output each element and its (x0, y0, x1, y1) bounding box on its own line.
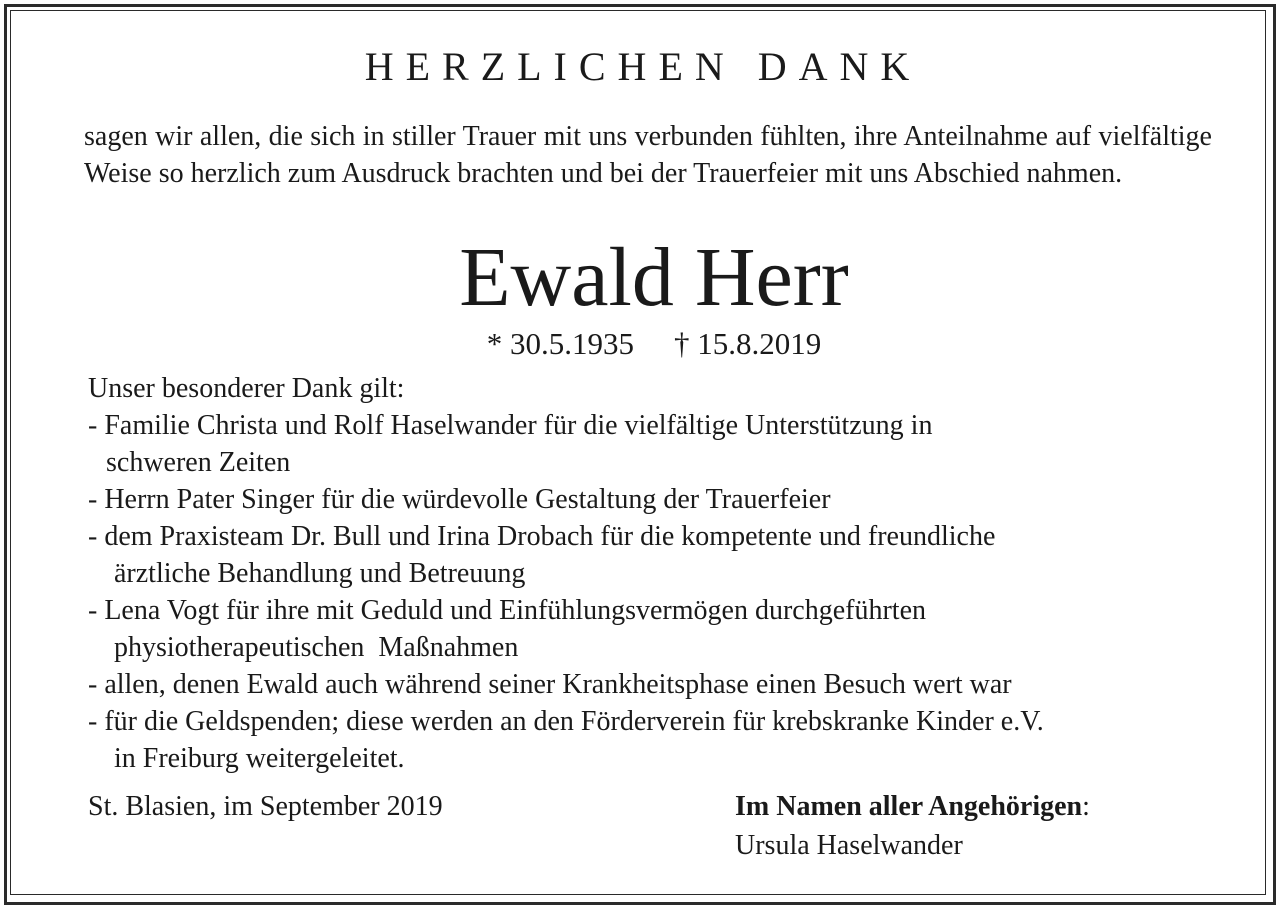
thanks-item-3: - dem Praxisteam Dr. Bull und Irina Drobach für die kompetente und freundliche (88, 521, 996, 552)
heading: HERZLICHEN DANK (364, 44, 922, 89)
deceased-name: Ewald Herr (459, 231, 849, 324)
thanks-item-1-cont: schweren Zeiten (106, 447, 291, 478)
intro-text: sagen wir allen, die sich in stiller Trauer mit uns verbunden fühlten, ihre Anteilnahme auf vielfältige Weise so herzlich zum Ausdruck brachten und bei der Trauerfeier mit uns Abschied nahmen. (84, 121, 1212, 189)
signature-colon: : (1082, 791, 1090, 822)
signature-block (735, 788, 1090, 864)
signer-name: Ursula Haselwander (735, 830, 963, 861)
life-dates (0, 325, 1280, 363)
thanks-item-6-cont: in Freiburg weitergeleitet. (114, 743, 405, 774)
thanks-item-1: - Familie Christa und Rolf Haselwander für die vielfältige Unterstützung in (88, 410, 933, 441)
death-date: † 15.8.2019 (674, 326, 822, 361)
thanks-item-6: - für die Geldspenden; diese werden an den Förderverein für krebskranke Kinder e.V. (88, 706, 1044, 737)
birth-date: * 30.5.1935 (486, 326, 634, 361)
thanks-intro: Unser besonderer Dank gilt: (88, 373, 405, 404)
thanks-item-5: - allen, denen Ewald auch während seiner Krankheitsphase einen Besuch wert war (88, 669, 1012, 700)
signature-label: Im Namen aller Angehörigen (735, 791, 1083, 822)
place-date: St. Blasien, im September 2019 (88, 791, 443, 822)
thanks-item-2: - Herrn Pater Singer für die würdevolle Gestaltung der Trauerfeier (88, 484, 831, 515)
thanks-item-4-cont: physiotherapeutischen Maßnahmen (114, 632, 519, 663)
thanks-item-4: - Lena Vogt für ihre mit Geduld und Einfühlungsvermögen durchgeführten (88, 595, 926, 626)
thanks-section (88, 370, 1228, 777)
thanks-item-3-cont: ärztliche Behandlung und Betreuung (114, 558, 526, 589)
